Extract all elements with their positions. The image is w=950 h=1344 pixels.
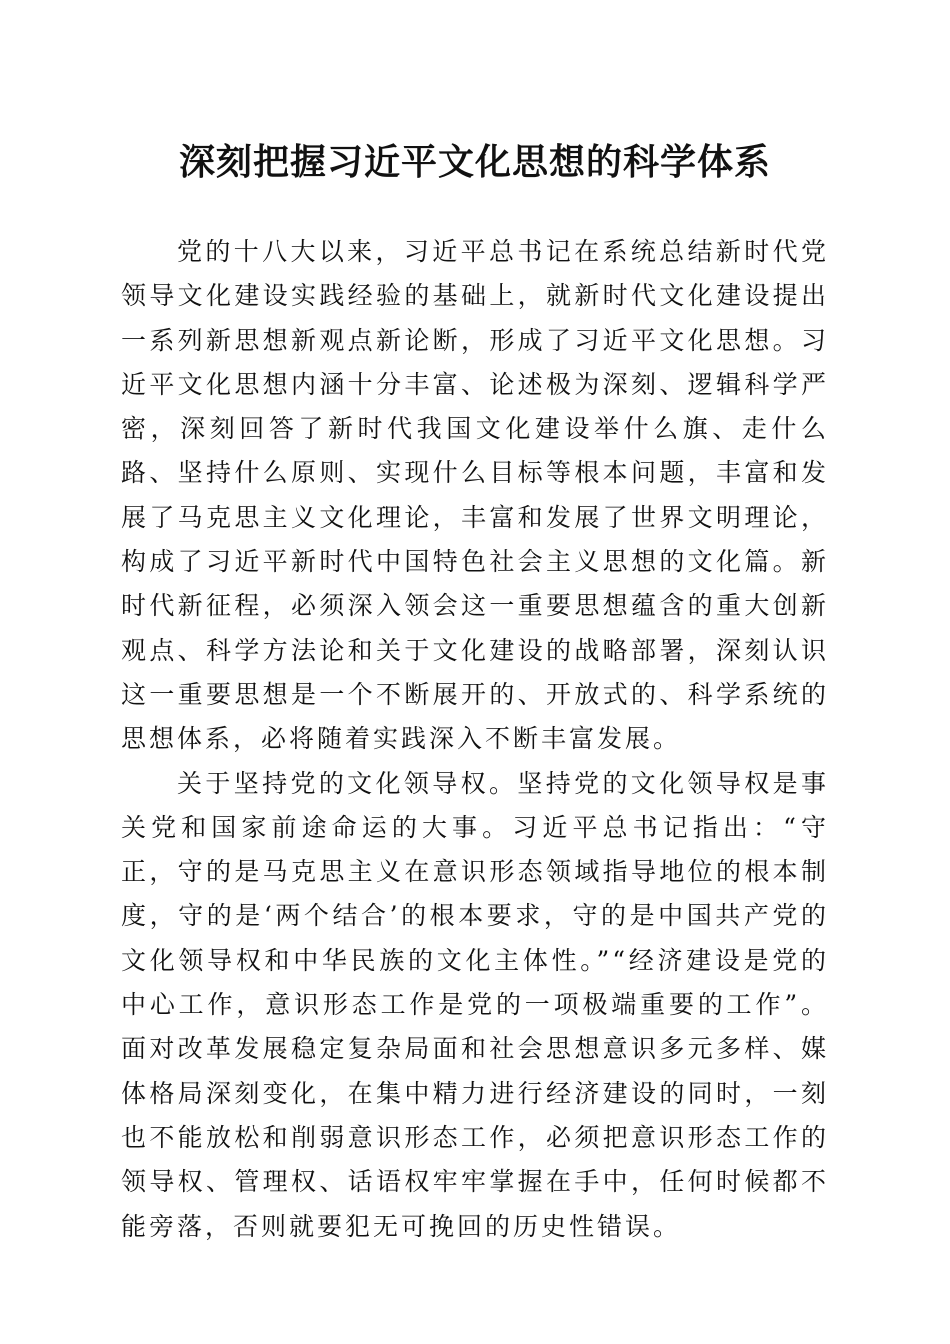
document-body — [121, 230, 829, 1249]
paragraph-1: 党的十八大以来，习近平总书记在系统总结新时代党领导文化建设实践经验的基础上，就新时代文化建设提出一系列新思想新观点新论断，形成了习近平文化思想。习近平文化思想内涵十分丰富、论述极为深刻、逻辑科学严密，深刻回答了新时代我国文化建设举什么旗、走什么路、坚持什么原则、实现什么目标等根本问题，丰富和发展了马克思主义文化理论，丰富和发展了世界文明理论，构成了习近平新时代中国特色社会主义思想的文化篇。新时代新征程，必须深入领会这一重要思想蕴含的重大创新观点、科学方法论和关于文化建设的战略部署，深刻认识这一重要思想是一个不断展开的、开放式的、科学系统的思想体系，必将随着实践深入不断丰富发展。 — [121, 237, 829, 754]
paragraph-2: 关于坚持党的文化领导权。坚持党的文化领导权是事关党和国家前途命运的大事。习近平总书记指出：“守正，守的是马克思主义在意识形态领域指导地位的根本制度，守的是‘两个结合’的根本要求，守的是中国共产党的文化领导权和中华民族的文化主体性。”“经济建设是党的中心工作，意识形态工作是党的一项极端重要的工作”。面对改革发展稳定复杂局面和社会思想意识多元多样、媒体格局深刻变化，在集中精力进行经济建设的同时，一刻也不能放松和削弱意识形态工作，必须把意识形态工作的领导权、管理权、话语权牢牢掌握在手中，任何时候都不能旁落，否则就要犯无可挽回的历史性错误。 — [121, 768, 829, 1241]
document-title: 深刻把握习近平文化思想的科学体系 — [178, 141, 771, 183]
